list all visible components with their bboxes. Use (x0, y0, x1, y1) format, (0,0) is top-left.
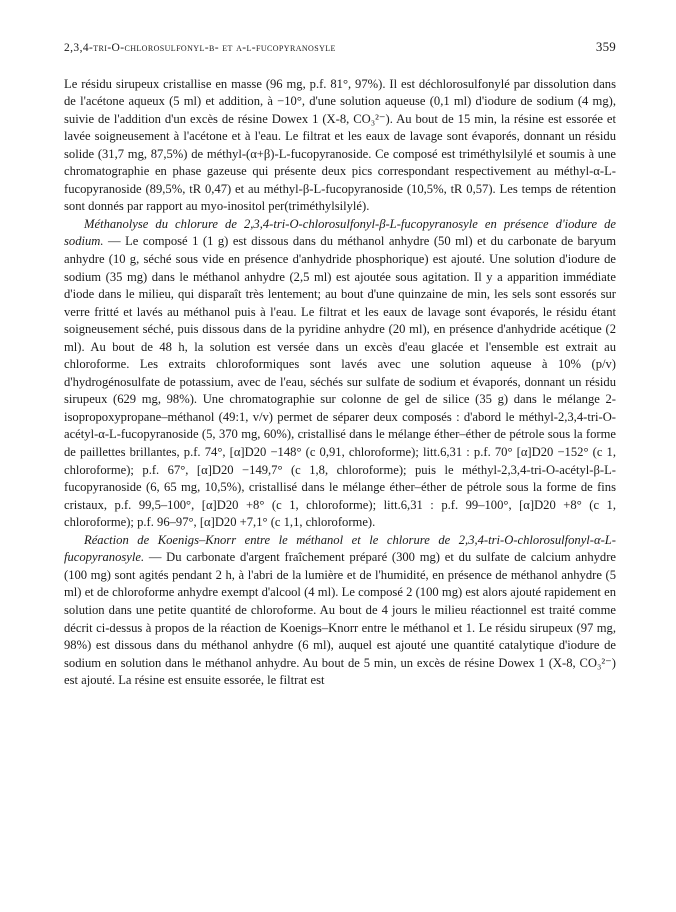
running-header (64, 38, 616, 58)
running-title: 2,3,4-tri-O-chlorosulfonyl-β- et α-l-fucopyranosyle (64, 42, 336, 54)
document-page (64, 38, 616, 690)
page-number: 359 (595, 39, 616, 54)
paragraph-3 (64, 532, 616, 690)
section-heading-methanolysis: Méthanolyse du chlorure de 2,3,4-tri-O-chlorosulfonyl-β-L-fucopyranosyle en présence d'iodure de sodium. (64, 216, 616, 249)
section-heading-koenigs-knorr: Réaction de Koenigs–Knorr entre le méthanol et le chlorure de 2,3,4-tri-O-chlorosulfonyl-α-L-fucopyranosyle. (64, 532, 616, 565)
paragraph-2-text: — Le composé 1 (1 g) est dissous dans du méthanol anhydre (50 ml) et du carbonate de baryum anhydre (10 g, séché sous vide en présence d'anhydride phosphorique) est ajouté. Une solution d'iodure de sodium (35 mg) dans le méthanol anhydre (2,5 ml) est ajoutée sous agitation. Il y a apparition immédiate d'iode dans le milieu, qui disparaît très lentement; au bout d'une quinzaine de min, les sels sont essorés sur verre fritté et lavés au méthanol puis à l'eau. Le filtrat et les eaux de lavage sont évaporés, le résidu étant soigneusement séché, puis dissous dans de la pyridine anhydre (20 ml), en présence d'anhydride acétique (2 ml). Au bout de 48 h, la solution est versée dans un excès d'eau glacée et l'ensemble est extrait au chloroforme. Les extraits chloroformiques sont lavés avec une solution aqueuse à 10% (p/v) d'hydrogénosulfate de potassium, avec de l'eau, séchés sur sulfate de sodium et évaporés, donnant un résidu sirupeux (629 mg, 98%). Une chromatographie sur colonne de gel de silice (35 g) dans le mélange 2-isopropoxypropane–méthanol (49:1, v/v) permet de séparer deux composés : d'abord le méthyl-2,3,4-tri-O-acétyl-α-L-fucopyranoside (5, 370 mg, 60%), cristallisé dans le mélange éther–éther de pétrole sous la forme de paillettes brillantes, p.f. 74°, [α]D20 −148° (c 0,91, chloroforme); litt.6,31 : p.f. 70° [α]D20 −152° (c 1, chloroforme); p.f. 67°, [α]D20 −149,7° (c 1,8, chloroforme); puis le méthyl-2,3,4-tri-O-acétyl-β-L-fucopyranoside (6, 65 mg, 10,5%), cristallisé dans le mélange éther–éther de pétrole sous la forme de fins cristaux, p.f. 99,5–100°, [α]D20 +8° (c 1, chloroforme); litt.6,31 : p.f. 99–100°, [α]D20 +8° (c 1, chloroforme); p.f. 96–97°, [α]D20 +7,1° (c 1,1, chloroforme). (64, 234, 616, 530)
paragraph-2 (64, 216, 616, 532)
paragraph-3-text: — Du carbonate d'argent fraîchement préparé (300 mg) et du sulfate de calcium anhydre (100 mg) sont agités pendant 2 h, à l'abri de la lumière et de l'humidité, en présence de méthanol anhydre (5 ml) et de chloroforme anhydre exempt d'alcool (4 ml). Le composé 2 (100 mg) est alors ajouté rapidement en solution dans une petite quantité de chloroforme. Au bout de 4 jours le milieu réactionnel est traité comme décrit ci-dessus à propos de la réaction de Koenigs–Knorr entre le méthanol et 1. Le résidu sirupeux (97 mg, 98%) est dissous dans du méthanol anhydre (6 ml), auquel est ajouté une quantité catalytique d'iodure de sodium en solution dans le méthanol anhydre. Au bout de 5 min, un excès de résine Dowex 1 (X-8, CO₃²⁻) est ajouté. La résine est ensuite essorée, le filtrat est (64, 550, 616, 688)
paragraph-1: Le résidu sirupeux cristallise en masse (96 mg, p.f. 81°, 97%). Il est déchlorosulfonylé par dissolution dans de l'acétone aqueux (5 ml) et addition, à −10°, d'une solution aqueuse (0,1 ml) d'iodure de sodium (4 mg), suivie de l'addition d'un excès de résine Dowex 1 (X-8, CO₃²⁻). Au bout de 15 min, la résine est essorée et lavée soigneusement à l'acétone et à l'eau. Le filtrat et les eaux de lavage sont évaporés, donnant un résidu solide (31,7 mg, 87,5%) de méthyl-(α+β)-L-fucopyranoside. Ce composé est triméthylsilylé et soumis à une chromatographie en phase gazeuse qui présente deux pics correspondant respectivement au méthyl-α-L-fucopyranoside (89,5%, tR 0,47) et au méthyl-β-L-fucopyranoside (10,5%, tR 0,57). Les temps de rétention sont donnés par rapport au myo-inositol per(triméthylsilylé). (64, 76, 616, 214)
